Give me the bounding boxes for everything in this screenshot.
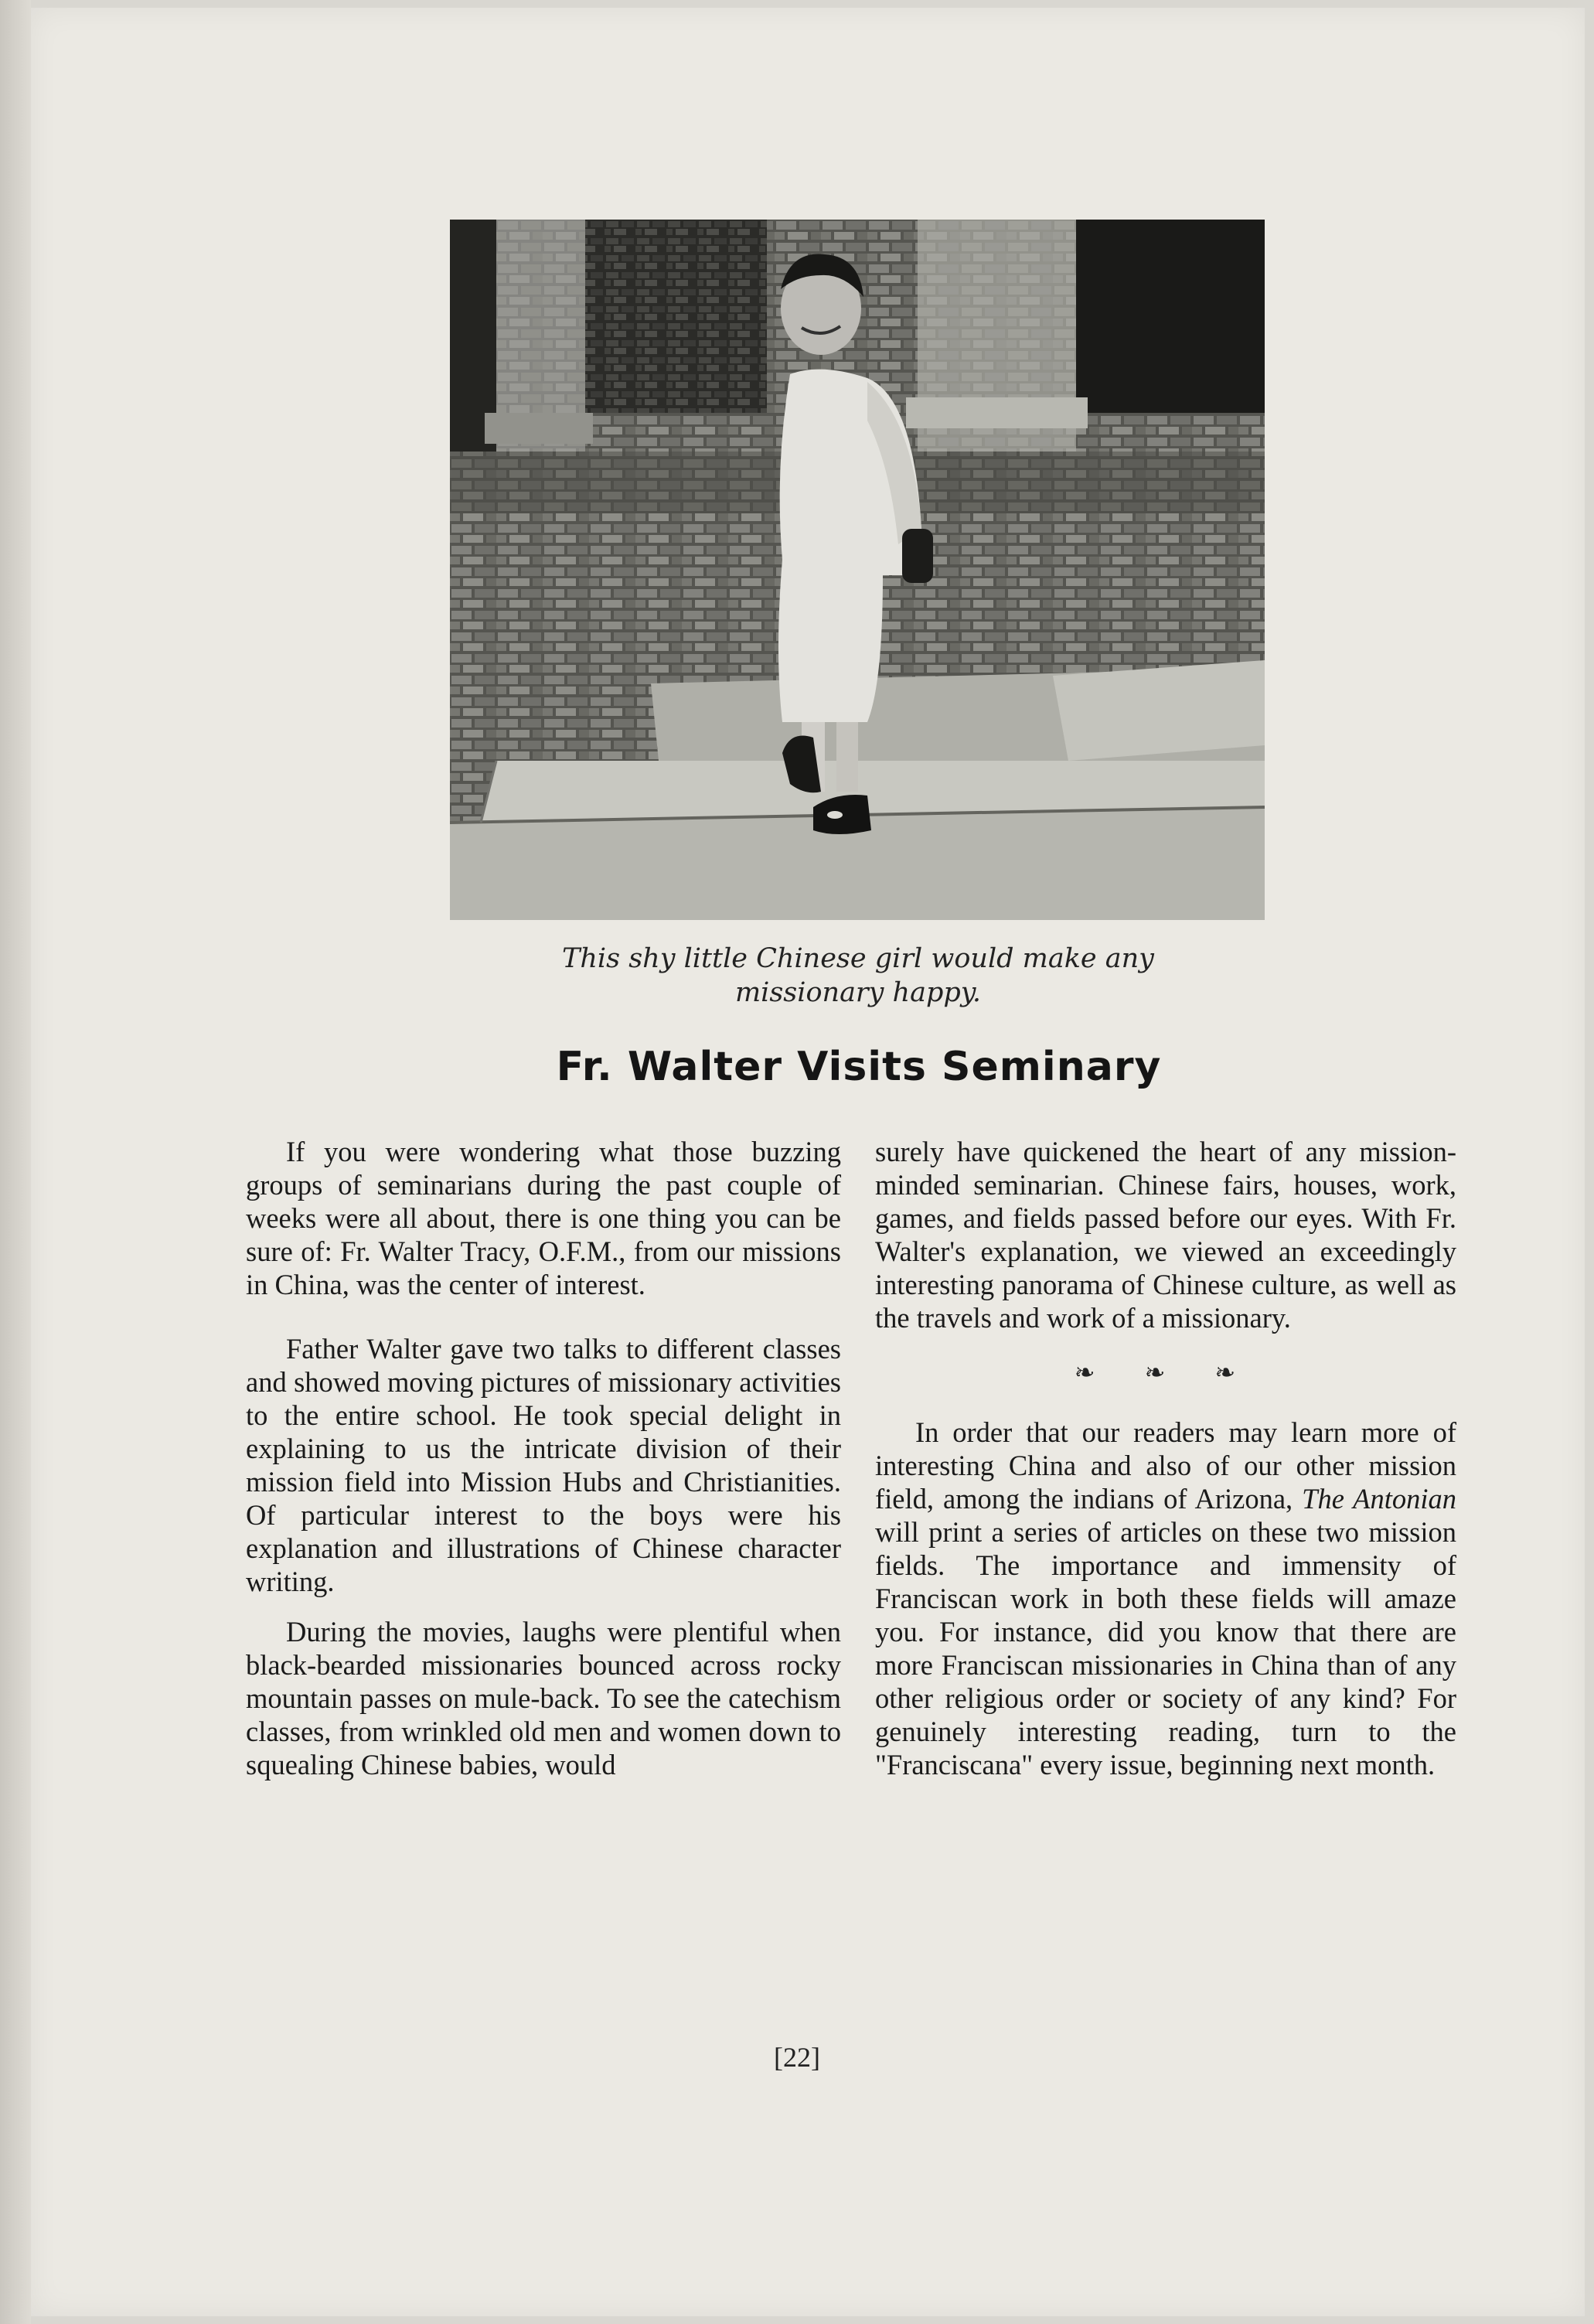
paragraph-franciscana-part-2: will print a series of articles on these two mission fields. The importance and immensity of Franciscan work in both these fields will amaze you. For instance, did you know that there are more Franciscan missionaries in China than of any other religious order or society of any kind? For genuinely interesting reading, turn to the "Franciscana" every issue, beginning next month.	[875, 1516, 1456, 1780]
section-ornament: ❧ ❧ ❧	[1074, 1358, 1258, 1386]
paragraph-1: If you were wondering what those buzzing groups of seminarians during the past couple of weeks were all about, there is one thing you can be sure of: Fr. Walter Tracy, O.F.M., from our missions in China, was the center of interest.	[246, 1136, 841, 1300]
paragraph-3: During the movies, laughs were plentiful when black-bearded missionaries bounced across rocky mountain passes on mule-back. To see the catechism classes, from wrinkled old men and women down to squealing Chinese babies, would	[246, 1616, 841, 1780]
paragraph-franciscana-part-1: In order that our readers may learn more of interesting China and also of our other mission field, among the indians of Arizona,	[875, 1416, 1456, 1515]
paragraph-continuation: surely have quickened the heart of any mission-minded seminarian. Chinese fairs, houses, work, games, and fields passed before our eyes. With Fr. Walter's explanation, we viewed an exceedingly interesting panorama of Chinese culture, as well as the travels and work of a missionary.	[875, 1136, 1456, 1334]
article-title: Fr. Walter Visits Seminary	[556, 1044, 1162, 1090]
caption-line-1: This shy little Chinese girl would make any	[562, 943, 1154, 974]
publication-name: The Antonian	[1302, 1483, 1457, 1515]
paragraph-2: Father Walter gave two talks to different classes and showed moving pictures of missionary activities to the entire school. He took special delight in explaining to us the intricate division of their mission field into Mission Hubs and Christianities. Of particular interest to the boys were his explanation and illustrations of Chinese character writing.	[246, 1333, 841, 1597]
paragraph-franciscana	[875, 1416, 1456, 1781]
article-left-column	[246, 1135, 841, 1781]
page-number: [22]	[774, 2042, 820, 2073]
article-right-column	[875, 1135, 1456, 1781]
page-edge	[0, 0, 31, 2324]
caption-line-2: missionary happy.	[734, 977, 982, 1008]
photo-chinese-girl	[450, 220, 1265, 920]
photo-caption	[433, 942, 1283, 1010]
